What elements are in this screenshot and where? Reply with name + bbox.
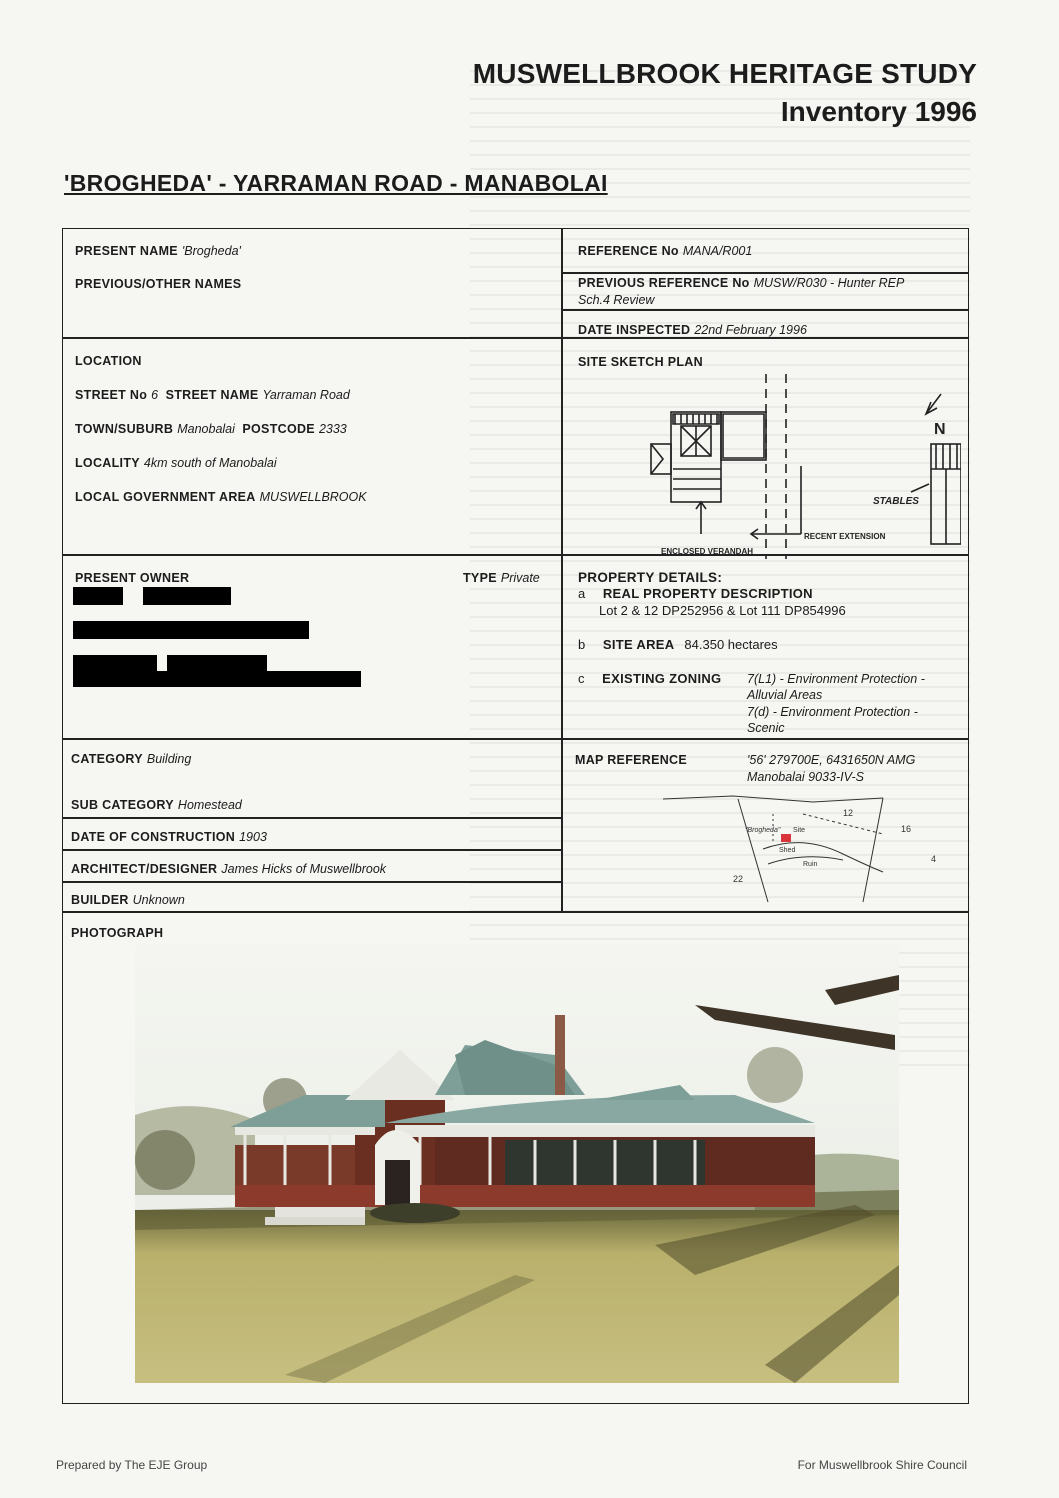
row-divider — [63, 911, 969, 913]
footer-for-council: For Muswellbrook Shire Council — [797, 1458, 967, 1472]
date-inspected-label: DATE INSPECTED — [578, 323, 691, 337]
locality-value: 4km south of Manobalai — [143, 456, 277, 470]
inventory-form — [62, 228, 969, 1404]
map-lot-22: 22 — [733, 874, 744, 884]
sketch-north-label: N — [934, 421, 946, 438]
map-reference-value-2: Manobalai 9033-IV-S — [747, 770, 864, 784]
category-value: Building — [146, 752, 192, 766]
category-field — [71, 752, 191, 766]
site-area-value: 84.350 hectares — [684, 637, 778, 652]
map-lot-12: 12 — [843, 808, 854, 818]
zoning-label: EXISTING ZONING — [602, 671, 722, 686]
sketch-enclosed-verandah-label: ENCLOSED VERANDAH — [661, 547, 754, 556]
property-details-label: PROPERTY DETAILS: — [578, 570, 723, 585]
architect-field — [71, 862, 386, 876]
reference-label: REFERENCE No — [578, 244, 679, 258]
present-name-label: PRESENT NAME — [75, 244, 178, 258]
present-owner-heading — [75, 571, 189, 585]
date-inspected-value: 22nd February 1996 — [694, 323, 807, 337]
lga-value: MUSWELLBROOK — [259, 490, 367, 504]
lga-field — [75, 490, 367, 504]
redaction-bar — [73, 621, 309, 639]
previous-names-field — [75, 277, 241, 291]
row-divider — [561, 309, 969, 311]
site-area-prefix: b — [578, 637, 586, 652]
map-shed-label: Shed — [779, 847, 796, 854]
row-divider — [561, 337, 969, 339]
real-property-prefix: a — [578, 586, 586, 601]
redaction-bar — [73, 587, 123, 605]
real-property-label: REAL PROPERTY DESCRIPTION — [602, 586, 813, 601]
property-details-heading — [578, 570, 722, 585]
date-construction-field — [71, 830, 267, 844]
date-construction-label: DATE OF CONSTRUCTION — [71, 830, 236, 844]
map-reference-value-1: '56' 279700E, 6431650N AMG — [747, 753, 916, 767]
lga-label: LOCAL GOVERNMENT AREA — [75, 490, 256, 504]
row-divider — [63, 738, 969, 740]
street-no-label: STREET No — [75, 388, 148, 402]
site-marker — [781, 834, 791, 842]
real-property-value: Lot 2 & 12 DP252956 & Lot 111 DP854996 — [599, 603, 846, 618]
architect-value: James Hicks of Muswellbrook — [221, 862, 387, 876]
town-field — [75, 422, 347, 436]
site-area-field — [578, 637, 778, 652]
previous-names-label: PREVIOUS/OTHER NAMES — [75, 277, 242, 291]
zoning-value-3: 7(d) - Environment Protection - — [747, 705, 918, 719]
row-divider — [63, 337, 561, 339]
zoning-value-1: 7(L1) - Environment Protection - — [747, 672, 925, 686]
study-title: MUSWELLBROOK HERITAGE STUDY — [472, 58, 977, 89]
row-divider — [63, 817, 561, 819]
builder-value: Unknown — [132, 893, 185, 907]
builder-field — [71, 893, 185, 907]
zoning-prefix: c — [578, 671, 585, 686]
locality-label: LOCALITY — [75, 456, 140, 470]
site-sketch-plan — [591, 374, 961, 559]
study-subtitle: Inventory 1996 — [780, 96, 977, 127]
site-sketch-heading — [578, 355, 703, 369]
map-brogheda-label: "Brogheda" — [745, 827, 781, 834]
row-divider — [561, 272, 969, 274]
date-construction-value: 1903 — [239, 830, 267, 844]
zoning-value-2: Alluvial Areas — [747, 688, 823, 702]
previous-reference-cont — [578, 293, 654, 307]
real-property-value-line — [599, 603, 846, 618]
item-title: 'BROGHEDA' - YARRAMAN ROAD - MANABOLAI — [64, 170, 608, 196]
reference-field — [578, 244, 752, 258]
location-map — [653, 794, 953, 904]
redaction-bar — [143, 587, 231, 605]
present-owner-label: PRESENT OWNER — [75, 571, 190, 585]
map-ruin-label: Ruin — [803, 861, 818, 868]
town-value: Manobalai — [177, 422, 235, 436]
sketch-recent-extension-label: RECENT EXTENSION — [804, 532, 886, 541]
redaction-bar — [73, 671, 361, 687]
real-property-field — [578, 586, 813, 601]
street-field — [75, 388, 350, 402]
map-site-label: Site — [793, 827, 806, 834]
type-value: Private — [500, 571, 540, 585]
locality-field — [75, 456, 277, 470]
column-divider — [561, 229, 563, 911]
type-label: TYPE — [463, 571, 497, 585]
map-reference-label: MAP REFERENCE — [575, 753, 688, 767]
reference-value: MANA/R001 — [682, 244, 753, 258]
zoning-field — [578, 671, 721, 686]
postcode-value: 2333 — [318, 422, 347, 436]
location-label: LOCATION — [75, 354, 142, 368]
row-divider — [63, 881, 561, 883]
zoning-value-4: Scenic — [747, 721, 785, 735]
previous-reference-field — [578, 276, 904, 290]
town-label: TOWN/SUBURB — [75, 422, 174, 436]
map-reference-heading — [575, 753, 687, 767]
previous-reference-value: MUSW/R030 - Hunter REP — [753, 276, 905, 290]
previous-reference-value-2: Sch.4 Review — [578, 293, 655, 307]
date-inspected-field — [578, 323, 807, 337]
homestead-photograph — [135, 945, 899, 1383]
street-name-label: STREET NAME — [165, 388, 259, 402]
sub-category-value: Homestead — [177, 798, 242, 812]
present-name-value: 'Brogheda' — [181, 244, 241, 258]
type-field — [463, 571, 540, 585]
map-lot-4: 4 — [931, 854, 937, 864]
sketch-stables-label: STABLES — [873, 496, 919, 507]
category-label: CATEGORY — [71, 752, 143, 766]
sub-category-label: SUB CATEGORY — [71, 798, 174, 812]
street-name-value: Yarraman Road — [262, 388, 350, 402]
location-heading — [75, 354, 142, 368]
postcode-label: POSTCODE — [242, 422, 315, 436]
map-lot-16: 16 — [901, 824, 912, 834]
street-no-value: 6 — [151, 388, 159, 402]
site-area-label: SITE AREA — [602, 637, 675, 652]
footer-prepared-by: Prepared by The EJE Group — [56, 1458, 208, 1472]
previous-reference-label: PREVIOUS REFERENCE No — [578, 276, 750, 290]
architect-label: ARCHITECT/DESIGNER — [71, 862, 218, 876]
photograph-heading — [71, 926, 163, 940]
site-sketch-label: SITE SKETCH PLAN — [578, 355, 703, 369]
photograph-label: PHOTOGRAPH — [71, 926, 164, 940]
sub-category-field — [71, 798, 242, 812]
row-divider — [63, 849, 561, 851]
present-name-field — [75, 244, 241, 258]
builder-label: BUILDER — [71, 893, 129, 907]
